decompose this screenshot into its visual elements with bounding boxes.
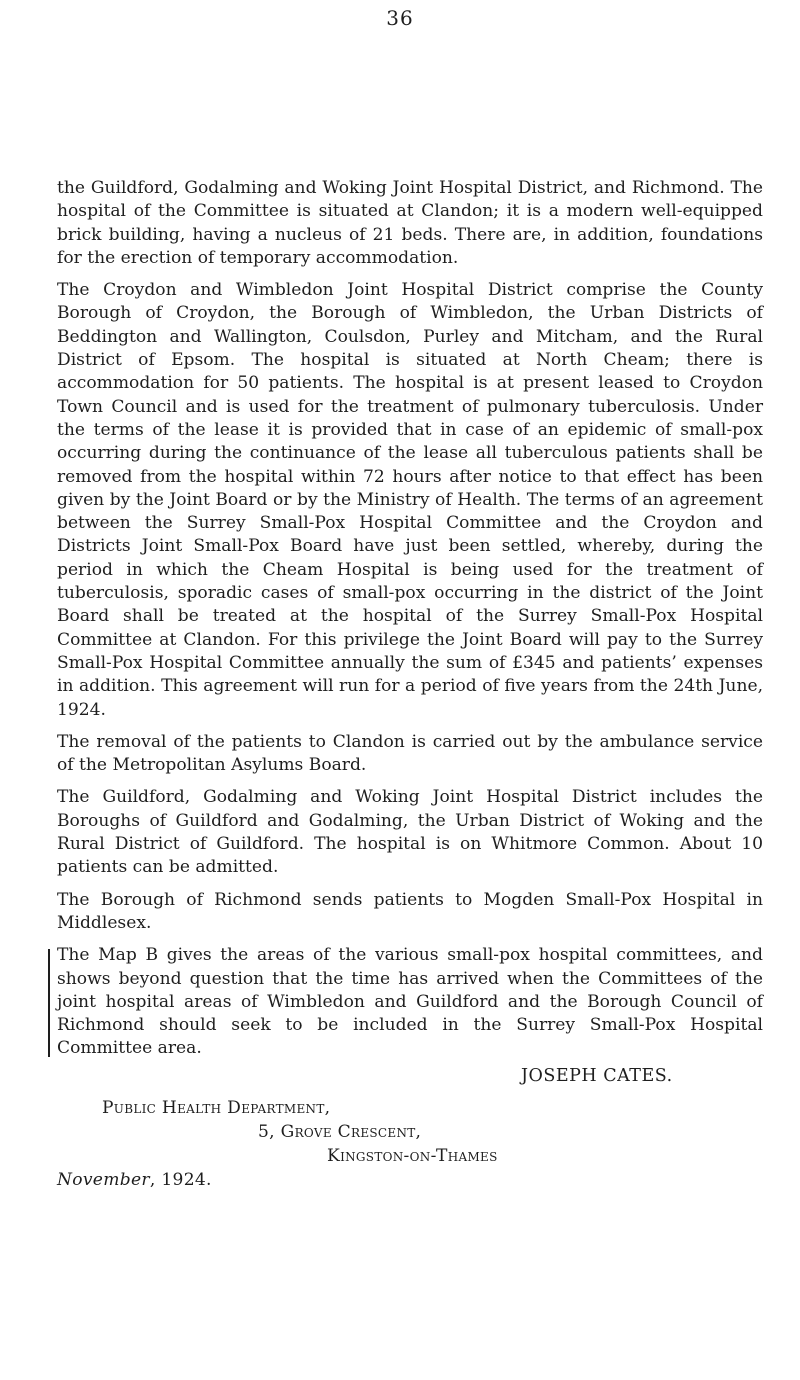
paragraph-ambulance: The removal of the patients to Clandon is carried out by the ambulance service of the Metropolitan Asylums Board. — [57, 731, 763, 776]
department-line: Public Health Department, — [102, 1098, 331, 1118]
paragraph-croydon-wimbledon: The Croydon and Wimbledon Joint Hospital District comprise the County Borough of Croydon, the Borough of Wimbledon, the Urban Districts of Beddington and Wallington, Coulsdon, Purley and Mitcham, and the Rural District of Epsom. The hospital is situated at North Cheam; there is accommodation for 50 patients. The hospital is at present leased to Croydon Town Council and is used for the treatment of pulmonary tuberculosis. Under the terms of the lease it is provided that in case of an epidemic of small-pox occurring during the continuance of the lease all tuberculous patients shall be removed from the hospital within 72 hours after notice to that effect has been given by the Joint Board or by the Ministry of Health. The terms of an agreement between the Surrey Small-Pox Hospital Committee and the Croydon and Districts Joint Small-Pox Board have just been settled, whereby, during the period in which the Cheam Hospital is being used for the treatment of tuberculosis, sporadic cases of small-pox occurring in the district of the Joint Board shall be treated at the hospital of the Surrey Small-Pox Hospital Committee at Clandon. For this privilege the Joint Board will pay to the Surrey Small-Pox Hospital Committee annually the sum of £345 and patients’ expenses in addition. This agreement will run for a period of five years from the 24th June, 1924. — [57, 280, 763, 720]
town-line: Kingston-on-Thames — [327, 1146, 498, 1166]
page-number: 36 — [386, 6, 414, 30]
body-text — [57, 177, 763, 1070]
paragraph-richmond: The Borough of Richmond sends patients to Mogden Small-Pox Hospital in Middlesex. — [57, 889, 763, 933]
date-month: November — [57, 1170, 150, 1190]
date-year: , 1924. — [149, 1170, 212, 1190]
date-line — [57, 1169, 212, 1192]
paragraph-map-b: The Map B gives the areas of the various small-pox hospital committees, and shows beyond question that the time has arrived when the Committees of the joint hospital areas of Wimbledon and Guildford and the Borough Council of Richmond should seek to be included in the Surrey Small-Pox Hospital Committee area. — [57, 944, 763, 1060]
paragraph-intro: the Guildford, Godalming and Woking Joint Hospital District, and Richmond. The hospital of the Committee is situated at Clandon; it is a modern well-equipped brick building, having a nucleus of 21 beds. There are, in addition, foundations for the erection of temporary accommodation. — [57, 178, 763, 268]
paragraph-guildford: The Guildford, Godalming and Woking Joint Hospital District includes the Boroughs of Guildford and Godalming, the Urban District of Woking and the Rural District of Guildford. The hospital is on Whitmore Common. About 10 patients can be admitted. — [57, 787, 763, 878]
street-line: 5, Grove Crescent, — [258, 1122, 422, 1142]
author-name: JOSEPH CATES. — [521, 1066, 673, 1086]
